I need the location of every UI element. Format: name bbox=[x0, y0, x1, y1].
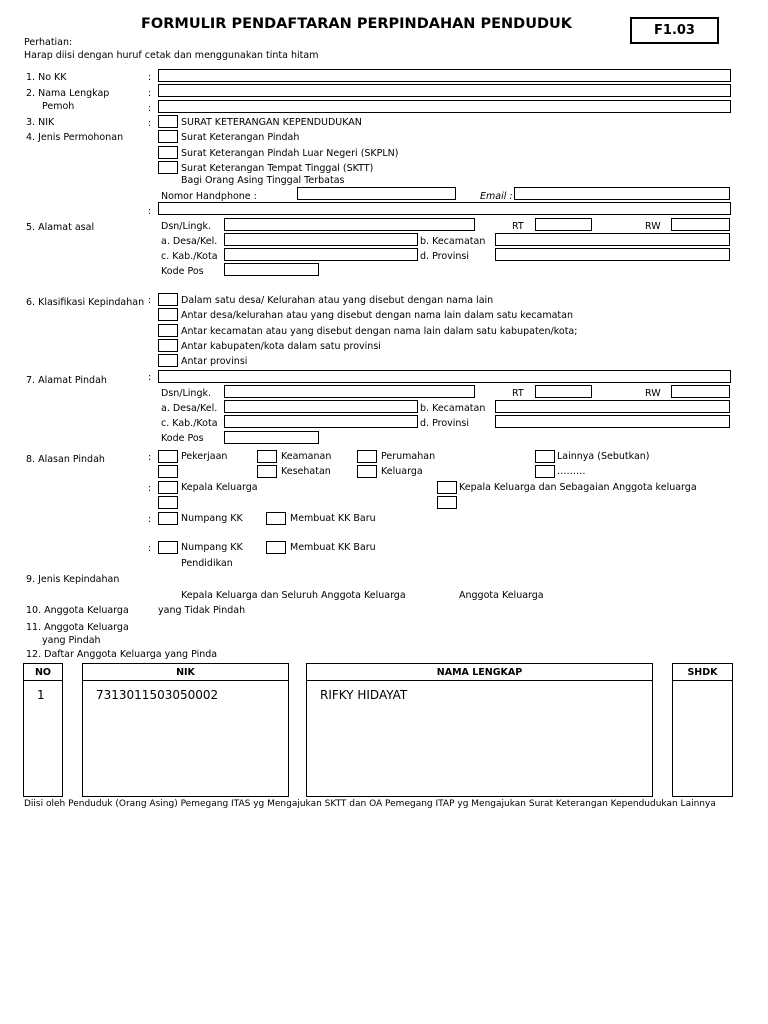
table-header-shdk: SHDK bbox=[687, 667, 718, 678]
colon: : bbox=[148, 88, 152, 99]
colon: : bbox=[148, 543, 152, 554]
checkbox-blank-2[interactable] bbox=[158, 496, 178, 509]
table-header-nik: NIK bbox=[176, 667, 195, 678]
opt-membuat-kk-2: Membuat KK Baru bbox=[290, 542, 376, 553]
nama-lengkap-field[interactable] bbox=[158, 84, 731, 97]
colon: : bbox=[148, 103, 152, 114]
alasan-keluarga: Keluarga bbox=[381, 466, 423, 477]
label-anggota-keluarga: 10. Anggota Keluarga bbox=[26, 605, 129, 616]
opt-anggota: Anggota Keluarga bbox=[459, 590, 544, 601]
table-col-nama bbox=[306, 663, 653, 797]
alasan-lainnya: Lainnya (Sebutkan) bbox=[557, 451, 650, 462]
label-kecamatan: b. Kecamatan bbox=[420, 236, 486, 247]
form-code: F1.03 bbox=[654, 23, 695, 38]
checkbox-klasifikasi-4[interactable] bbox=[158, 339, 178, 352]
checkbox-keamanan[interactable] bbox=[257, 450, 277, 463]
email-field[interactable] bbox=[514, 187, 730, 200]
opt-sk-pindah: Surat Keterangan Pindah bbox=[181, 132, 300, 143]
table-col-shdk bbox=[672, 663, 733, 797]
asal-rw-field[interactable] bbox=[671, 218, 730, 231]
klasifikasi-opt-2: Antar desa/kelurahan atau yang disebut dengan nama lain dalam satu kecamatan bbox=[181, 310, 573, 321]
checkbox-klasifikasi-1[interactable] bbox=[158, 293, 178, 306]
asal-rt-field[interactable] bbox=[535, 218, 592, 231]
label-daftar: 12. Daftar Anggota Keluarga yang Pinda bbox=[26, 649, 218, 660]
checkbox-numpang-kk-1[interactable] bbox=[158, 512, 178, 525]
extra-field[interactable] bbox=[158, 202, 731, 215]
label-pemohon: Pemoh bbox=[42, 101, 75, 112]
checkbox-lainnya-detail[interactable] bbox=[535, 465, 555, 478]
asal-provinsi-field[interactable] bbox=[495, 248, 730, 261]
table-header-nama: NAMA LENGKAP bbox=[436, 667, 523, 678]
opt-skpln: Surat Keterangan Pindah Luar Negeri (SKPLN) bbox=[181, 148, 399, 159]
label-phone: Nomor Handphone : bbox=[161, 191, 257, 202]
sktt-note: Bagi Orang Asing Tinggal Terbatas bbox=[181, 175, 345, 186]
checkbox-sktt[interactable] bbox=[158, 161, 178, 174]
colon: : bbox=[148, 483, 152, 494]
label-alasan: 8. Alasan Pindah bbox=[26, 454, 105, 465]
opt-numpang-kk-2: Numpang KK bbox=[181, 542, 243, 553]
pindah-kab-field[interactable] bbox=[224, 415, 418, 428]
checkbox-skpln[interactable] bbox=[158, 146, 178, 159]
label-no-kk: 1. No KK bbox=[26, 72, 67, 83]
pindah-desa-field[interactable] bbox=[224, 400, 418, 413]
opt-kepala-sebagian: Kepala Keluarga dan Sebagaian Anggota keluarga bbox=[459, 482, 697, 493]
colon: : bbox=[148, 118, 152, 129]
checkbox-kesehatan[interactable] bbox=[257, 465, 277, 478]
colon: : bbox=[148, 206, 152, 217]
label-nama-lengkap: 2. Nama Lengkap bbox=[26, 88, 110, 99]
label-jenis-permohonan: 4. Jenis Permohonan bbox=[26, 132, 124, 143]
label-rt: RT bbox=[512, 388, 524, 399]
pindah-kecamatan-field[interactable] bbox=[495, 400, 730, 413]
checkbox-membuat-kk-1[interactable] bbox=[266, 512, 286, 525]
table-col-nik bbox=[82, 663, 289, 797]
label-desa: a. Desa/Kel. bbox=[161, 236, 218, 247]
klasifikasi-opt-1: Dalam satu desa/ Kelurahan atau yang disebut dengan nama lain bbox=[181, 295, 494, 306]
pindah-address-field[interactable] bbox=[158, 370, 731, 383]
alasan-pekerjaan: Pekerjaan bbox=[181, 451, 228, 462]
label-dsn: Dsn/Lingk. bbox=[161, 221, 211, 232]
checkbox-numpang-kk-2[interactable] bbox=[158, 541, 178, 554]
form-code-badge bbox=[630, 17, 719, 44]
checkbox-alasan-blank[interactable] bbox=[158, 465, 178, 478]
label-dsn: Dsn/Lingk. bbox=[161, 388, 211, 399]
klasifikasi-opt-5: Antar provinsi bbox=[181, 356, 248, 367]
alasan-keamanan: Keamanan bbox=[281, 451, 332, 462]
checkbox-kepala-sebagian[interactable] bbox=[437, 481, 457, 494]
opt-numpang-kk-1: Numpang KK bbox=[181, 513, 243, 524]
opt-pendidikan: Pendidikan bbox=[181, 558, 233, 569]
table-row-nama: RIFKY HIDAYAT bbox=[320, 688, 408, 702]
notice-label: Perhatian: bbox=[24, 37, 73, 48]
label-yang-pindah: yang Pindah bbox=[42, 635, 101, 646]
label-anggota-keluarga-pindah: 11. Anggota Keluarga bbox=[26, 622, 129, 633]
checkbox-perumahan[interactable] bbox=[357, 450, 377, 463]
checkbox-klasifikasi-3[interactable] bbox=[158, 324, 178, 337]
pindah-kode-pos-field[interactable] bbox=[224, 431, 319, 444]
label-kode-pos: Kode Pos bbox=[161, 433, 204, 444]
asal-kab-field[interactable] bbox=[224, 248, 418, 261]
checkbox-blank-3[interactable] bbox=[437, 496, 457, 509]
label-rw: RW bbox=[645, 388, 661, 399]
alasan-perumahan: Perumahan bbox=[381, 451, 436, 462]
label-kab: c. Kab./Kota bbox=[161, 418, 218, 429]
pindah-dsn-field[interactable] bbox=[224, 385, 475, 398]
label-klasifikasi: 6. Klasifikasi Kepindahan bbox=[26, 297, 145, 308]
label-kecamatan: b. Kecamatan bbox=[420, 403, 486, 414]
klasifikasi-opt-3: Antar kecamatan atau yang disebut dengan nama lain dalam satu kabupaten/kota; bbox=[181, 326, 578, 337]
pindah-rt-field[interactable] bbox=[535, 385, 592, 398]
phone-field[interactable] bbox=[297, 187, 456, 200]
notice-text: Harap diisi dengan huruf cetak dan menggunakan tinta hitam bbox=[24, 50, 319, 61]
opt-tidak-pindah: yang Tidak Pindah bbox=[158, 605, 246, 616]
pindah-provinsi-field[interactable] bbox=[495, 415, 730, 428]
label-provinsi: d. Provinsi bbox=[420, 251, 470, 262]
opt-kepala-keluarga: Kepala Keluarga bbox=[181, 482, 258, 493]
checkbox-kepala-keluarga[interactable] bbox=[158, 481, 178, 494]
klasifikasi-opt-4: Antar kabupaten/kota dalam satu provinsi bbox=[181, 341, 381, 352]
colon: : bbox=[148, 295, 152, 306]
checkbox-pekerjaan[interactable] bbox=[158, 450, 178, 463]
table-row-nik: 7313011503050002 bbox=[96, 688, 219, 702]
asal-dsn-field[interactable] bbox=[224, 218, 475, 231]
asal-kode-pos-field[interactable] bbox=[224, 263, 319, 276]
asal-kecamatan-field[interactable] bbox=[495, 233, 730, 246]
alasan-dots: ……… bbox=[557, 466, 586, 477]
checkbox-membuat-kk-2[interactable] bbox=[266, 541, 286, 554]
opt-membuat-kk-1: Membuat KK Baru bbox=[290, 513, 376, 524]
opt-kk-seluruh: Kepala Keluarga dan Seluruh Anggota Keluarga bbox=[181, 590, 406, 601]
footer-note: Diisi oleh Penduduk (Orang Asing) Pemegang ITAS yg Mengajukan SKTT dan OA Pemegang ITAP yg Mengajukan Surat Keterangan Kependudukan Lainnya bbox=[24, 799, 716, 809]
label-email: Email : bbox=[480, 191, 513, 202]
colon: : bbox=[148, 372, 152, 383]
pindah-rw-field[interactable] bbox=[671, 385, 730, 398]
asal-desa-field[interactable] bbox=[224, 233, 418, 246]
pemohon-field[interactable] bbox=[158, 100, 731, 113]
label-provinsi: d. Provinsi bbox=[420, 418, 470, 429]
label-alamat-asal: 5. Alamat asal bbox=[26, 222, 95, 233]
label-rt: RT bbox=[512, 221, 524, 232]
label-alamat-pindah: 7. Alamat Pindah bbox=[26, 375, 107, 386]
table-row-no: 1 bbox=[37, 688, 45, 702]
checkbox-lainnya[interactable] bbox=[535, 450, 555, 463]
colon: : bbox=[148, 72, 152, 83]
table-header-no: NO bbox=[34, 667, 52, 678]
checkbox-sk-pindah[interactable] bbox=[158, 130, 178, 143]
colon: : bbox=[148, 514, 152, 525]
checkbox-keluarga[interactable] bbox=[357, 465, 377, 478]
checkbox-klasifikasi-2[interactable] bbox=[158, 308, 178, 321]
colon: : bbox=[148, 452, 152, 463]
no-kk-field[interactable] bbox=[158, 69, 731, 82]
alasan-kesehatan: Kesehatan bbox=[281, 466, 331, 477]
label-nik: 3. NIK bbox=[26, 117, 55, 128]
table-col-no bbox=[23, 663, 63, 797]
checkbox-sk-kependudukan[interactable] bbox=[158, 115, 178, 128]
label-rw: RW bbox=[645, 221, 661, 232]
opt-sk-kependudukan: SURAT KETERANGAN KEPENDUDUKAN bbox=[181, 117, 362, 128]
label-jenis-kepindahan: 9. Jenis Kepindahan bbox=[26, 574, 120, 585]
label-kode-pos: Kode Pos bbox=[161, 266, 204, 277]
label-kab: c. Kab./Kota bbox=[161, 251, 218, 262]
opt-sktt: Surat Keterangan Tempat Tinggal (SKTT) bbox=[181, 163, 374, 174]
label-desa: a. Desa/Kel. bbox=[161, 403, 218, 414]
form-title: FORMULIR PENDAFTARAN PERPINDAHAN PENDUDUK bbox=[141, 16, 573, 32]
checkbox-klasifikasi-5[interactable] bbox=[158, 354, 178, 367]
